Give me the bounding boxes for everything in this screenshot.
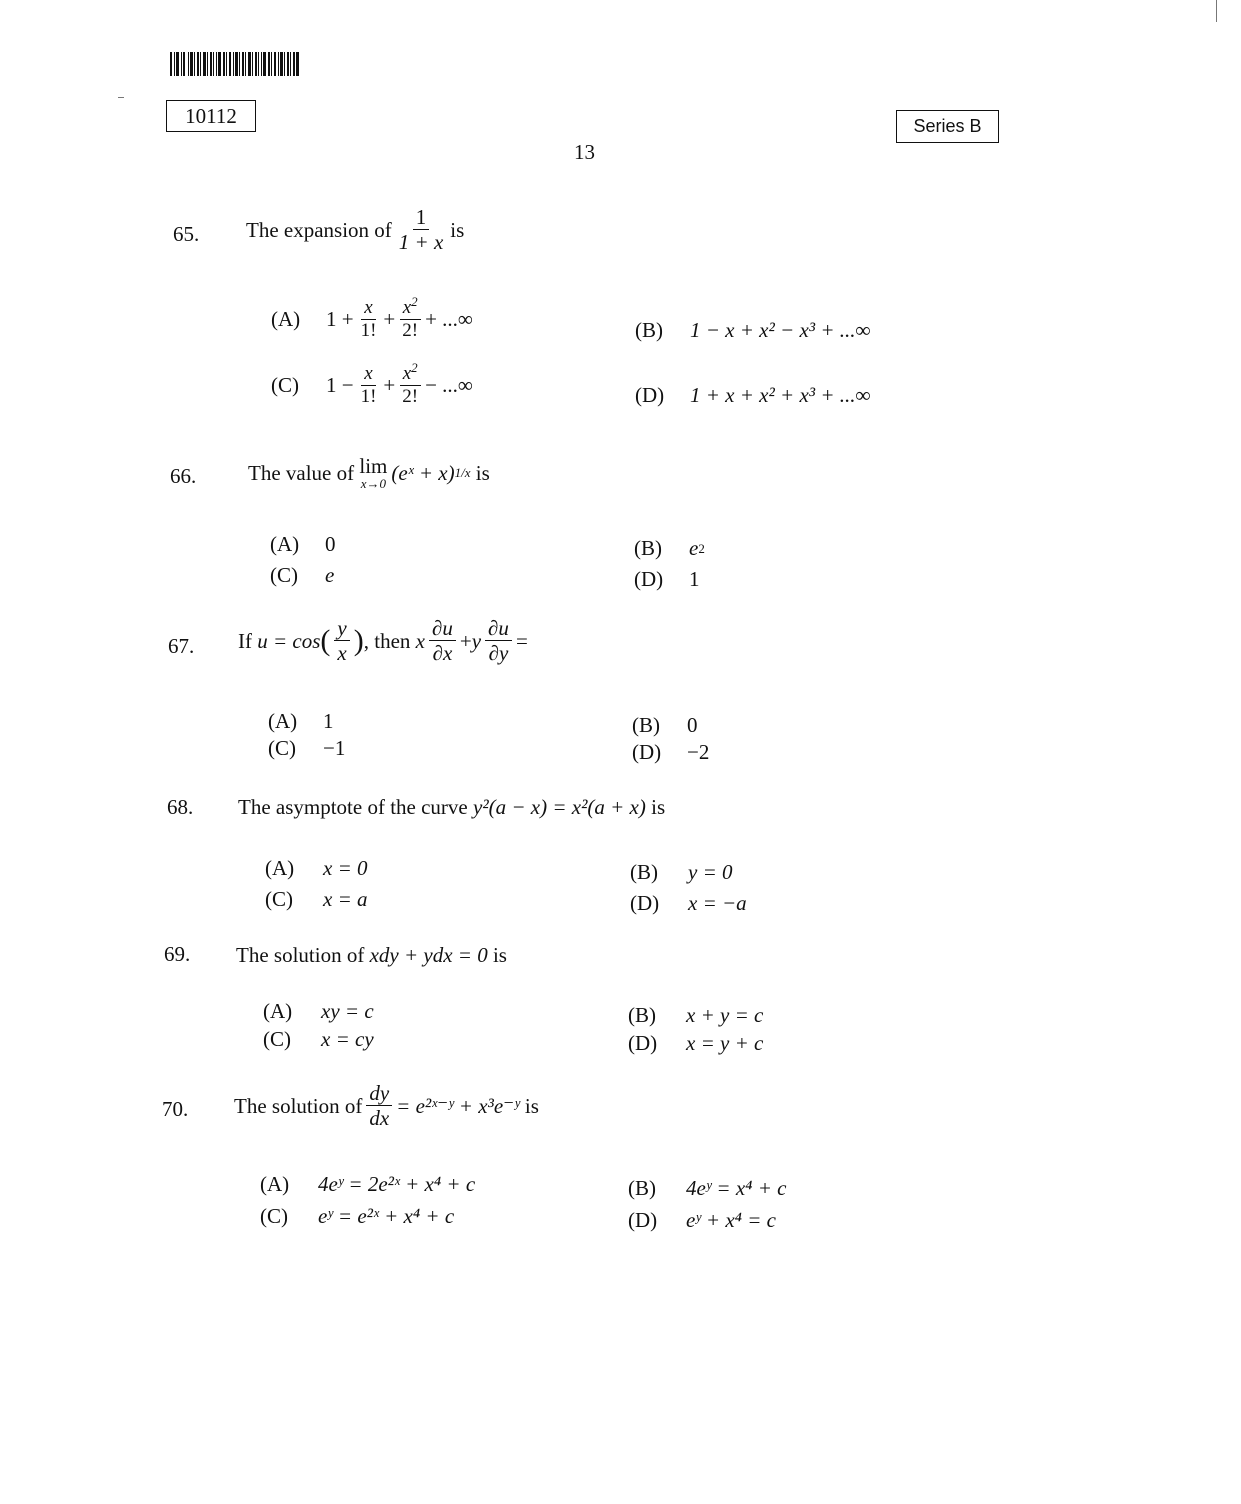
option-c[interactable]: (C) e [270, 563, 335, 587]
paper-code-box: 10112 [166, 100, 256, 132]
question-text: The value of lim x→0 (eˣ + x) 1/x is [248, 454, 490, 491]
option-a[interactable]: (A) x = 0 [265, 856, 368, 880]
option-d[interactable]: (D) x = y + c [628, 1031, 764, 1055]
question-number: 67. [168, 634, 195, 658]
question-text: The asymptote of the curve y²(a − x) = x²(a + x) is [238, 795, 666, 819]
scan-mark [118, 97, 124, 98]
series-box: Series B [896, 110, 999, 143]
option-b[interactable]: (B) y = 0 [630, 860, 733, 884]
question-text: The solution of $\frac{dy}{dx}$ = e²ˣ⁻ʸ + x³e⁻ʸ is [234, 1081, 539, 1131]
option-b[interactable]: (B) x + y = c [628, 1003, 764, 1027]
option-d[interactable]: (D) x = −a [630, 891, 747, 915]
question-text: If u = cos ( $\frac{y}{x}$ ) , then x $\frac{\partial u}{\partial x}$ + y $\frac{\partial u}{\partial y}$ = [238, 616, 528, 666]
option-b[interactable]: (B) 0 [632, 713, 698, 737]
option-c[interactable]: (C) x = cy [263, 1027, 374, 1051]
option-a[interactable]: (A) 4eʸ = 2e²ˣ + x⁴ + c [260, 1172, 476, 1196]
option-d[interactable]: (D) 1 + x + x² + x³ + ...∞ [635, 383, 871, 407]
question-text: The expansion of $\frac{1}{1 + x}$ is [246, 205, 465, 255]
question-number: 70. [162, 1097, 189, 1121]
option-b[interactable]: (B) 1 − x + x² − x³ + ...∞ [635, 318, 871, 342]
option-c[interactable]: (C) 1 − $\frac{x}{1!}$ + $\frac{x^2}{2!}$ − ...∞ [271, 359, 473, 407]
scan-mark [1216, 0, 1217, 22]
option-a[interactable]: (A) 0 [270, 532, 336, 556]
option-c[interactable]: (C) −1 [268, 736, 346, 760]
option-a[interactable]: (A) xy = c [263, 999, 374, 1023]
question-number: 65. [173, 222, 200, 246]
option-c[interactable]: (C) x = a [265, 887, 368, 911]
question-number: 69. [164, 942, 191, 966]
option-c[interactable]: (C) eʸ = e²ˣ + x⁴ + c [260, 1204, 455, 1228]
option-a[interactable]: (A) 1 + $\frac{x}{1!}$ + $\frac{x^2}{2!}$ + ...∞ [271, 293, 473, 341]
question-number: 68. [167, 795, 194, 819]
barcode [170, 52, 346, 76]
fraction: $\frac{1}{1 + x}$ [398, 205, 444, 255]
option-b[interactable]: (B) 4eʸ = x⁴ + c [628, 1176, 787, 1200]
question-text: The solution of xdy + ydx = 0 is [236, 943, 507, 967]
option-d[interactable]: (D) eʸ + x⁴ = c [628, 1208, 776, 1232]
question-number: 66. [170, 464, 197, 488]
option-a[interactable]: (A) 1 [268, 709, 334, 733]
page-number: 13 [574, 140, 595, 164]
option-d[interactable]: (D) 1 [634, 567, 700, 591]
option-b[interactable]: (B) e 2 [634, 536, 705, 560]
option-d[interactable]: (D) −2 [632, 740, 710, 764]
